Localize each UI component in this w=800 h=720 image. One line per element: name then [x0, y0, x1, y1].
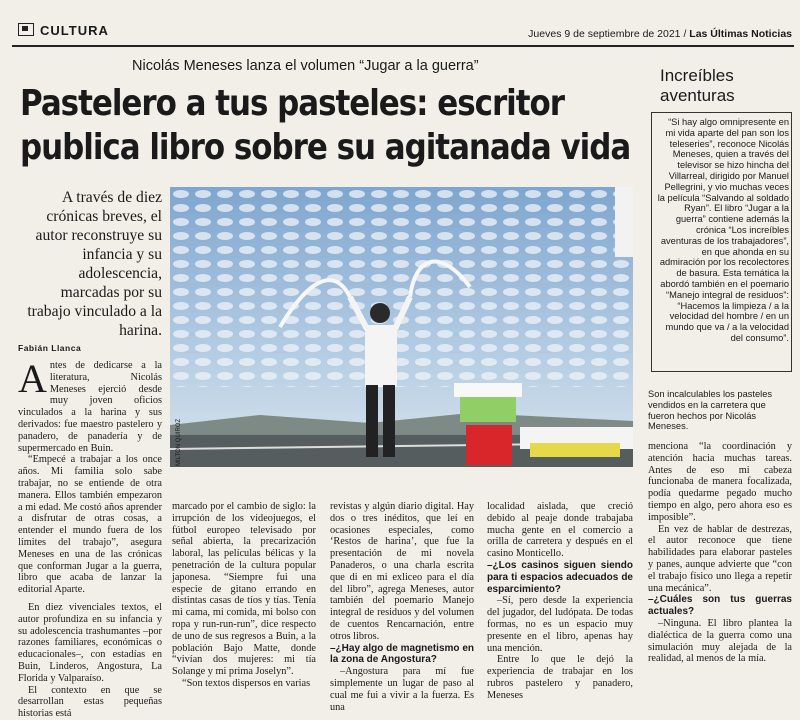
paragraph: El contexto en que se desarrollan estas pequeñas historias está: [18, 684, 162, 720]
photo-credit: MILTON QUIROZ: [176, 418, 182, 466]
paragraph: En diez vivenciales textos, el autor profundiza en su infancia y su adolescencia trashumantes –por razones familiares, económicas o educacionales–, con estadías en Buin, Linderos, Angostura, La Florida y Valparaíso.: [18, 601, 162, 684]
kicker: Nicolás Meneses lanza el volumen “Jugar a la guerra”: [132, 58, 479, 74]
author-photo: [170, 187, 633, 467]
dateline: Jueves 9 de septiembre de 2021 / Las Últimas Noticias: [528, 28, 792, 40]
interview-question: –¿Hay algo de magnetismo en la zona de Angostura?: [330, 642, 474, 666]
sidebar-title-line-2: aventuras: [660, 86, 735, 105]
sidebar-title: [660, 66, 735, 106]
paragraph: –Ninguna. El libro plantea la dialéctica de la guerra como una simulación muy alejada de la realidad, al menos de la mía.: [648, 617, 792, 665]
newspaper-name: Las Últimas Noticias: [689, 28, 792, 40]
headline-line-2: publica libro sobre su agitanada vida: [20, 127, 631, 168]
sidebar-text: “Si hay algo omnipresente en mi vida aparte del pan son los teleseries”, reconoce Nicolás Meneses, quien a través del televisor se hizo hincha del Villarreal, dirigido por Manuel Pellegrini, y vio muchas veces la película “Salvando al soldado Ryan”. El libro “Jugar a la guerra” contiene además la crónica “Los increíbles aventuras de los trabajadores”, en que ahonda en su admiración por los recolectores de basura. Esta temática la abordó también en el poemario “Manejo integral de residuos”: “Hacemos la limpieza / a la velocidad del hombre / en un mundo que va / a la velocidad del consumo”.: [657, 117, 789, 343]
paragraph: En vez de hablar de destrezas, el autor reconoce que tiene habilidades para elaborar pasteles y panes, aunque advierte que “con el trabajo físico uno llega a repetir una mecánica”.: [648, 523, 792, 594]
headline: [20, 82, 631, 170]
interview-question: –¿Los casinos siguen siendo para ti espacios adecuados de esparcimiento?: [487, 559, 633, 595]
column-2: [172, 501, 316, 690]
column-3: [330, 501, 474, 713]
deck: A través de diez crónicas breves, el autor reconstruye su infancia y su adolescencia, marcadas por su trabajo vinculado a la harina.: [27, 189, 162, 339]
paragraph: ntes de dedicarse a la literatura, Nicolás Meneses ejerció desde muy joven oficios vinculados a la harina y sus derivados: fue maestro pastelero y panadero, de panadería y de supermercado en Buin.: [18, 360, 162, 454]
column-1: [18, 356, 162, 720]
paragraph: “Empecé a trabajar a los once años. Mi familia solo sabe trabajar, no se entiende de otra manera. Ellos también empezaron a mi edad. Me costó años aprender a disfrutar de otras cosas, a entender el mundo fuera de los límites del trabajo”, asegura Meneses en una de las crónicas que conforman Jugar a la guerra, libro que acaba de lanzar la editorial Aparte.: [18, 454, 162, 596]
newspaper-icon: [18, 23, 34, 36]
paragraph: –Sí, pero desde la experiencia del jugador, del ludópata. De todas formas, no es un espacio muy presente en el libro, apenas hay una mención.: [487, 595, 633, 654]
byline: Fabián Llanca: [18, 343, 82, 353]
paragraph: revistas y algún diario digital. Hay dos o tres inéditos, que leí en ocasiones especiales, como ‘Restos de harina’, que fue la presentación de mi novela Panaderos, o una charla escrita que di en mi exliceo para el día del libro”, agrega Meneses, autor también del poemario Manejo integral de residuos y del volumen de cuentos Rencarnación, entre otros libros.: [330, 501, 474, 642]
interview-question: –¿Cuáles son tus guerras actuales?: [648, 594, 792, 618]
paragraph: localidad aislada, que creció debido al peaje donde trabajaba mucha gente en el comercio a orilla de carretera y después en el casino Monticello.: [487, 501, 633, 560]
paragraph: menciona “la coordinación y atención hacia muchas tareas. Antes de eso mi cabeza funcionaba de manera focalizada, podía quedarme pegado mucho tiempo en algo, pero ahora eso es imposible”.: [648, 441, 792, 523]
sidebar-title-line-1: Increíbles: [660, 66, 734, 85]
paragraph: Entre lo que le dejó la experiencia de trabajar en los rubros pastelero y panadero, Meneses: [487, 654, 633, 701]
photo-caption: Son incalculables los pasteles vendidos en la carretera que fueron hechos por Nicolás Meneses.: [648, 389, 773, 432]
paragraph: marcado por el cambio de siglo: la irrupción de los videojuegos, el fútbol europeo televisado por señal abierta, la precarización laboral, las películas bélicas y la penetración de la cultura popular japonesa. “Siempre fui una especie de gitano errando en distintas casas de tíos y tías. Tenía mi cama, mi comida, mi bolso con ropa y run-run-run”, dice respecto de uno de sus regresos a Buin, a la población Bajo Matte, donde “vivían dos mujeres: mi tía Solange y mi prima Joselyn”.: [172, 501, 316, 678]
header-rule: [12, 45, 794, 47]
paragraph: “Son textos dispersos en varias: [182, 677, 311, 689]
paragraph: –Angostura para mí fue simplemente un lugar de paso al cual me fui a vivir a la fuerza. Es una: [330, 666, 474, 713]
date: Jueves 9 de septiembre de 2021: [528, 28, 681, 40]
column-5: [648, 441, 792, 665]
headline-line-1: Pastelero a tus pasteles: escritor: [20, 83, 565, 124]
drop-cap: A: [18, 356, 47, 401]
section-label: [18, 23, 109, 38]
section-name: CULTURA: [40, 23, 109, 38]
column-4: [487, 501, 633, 702]
